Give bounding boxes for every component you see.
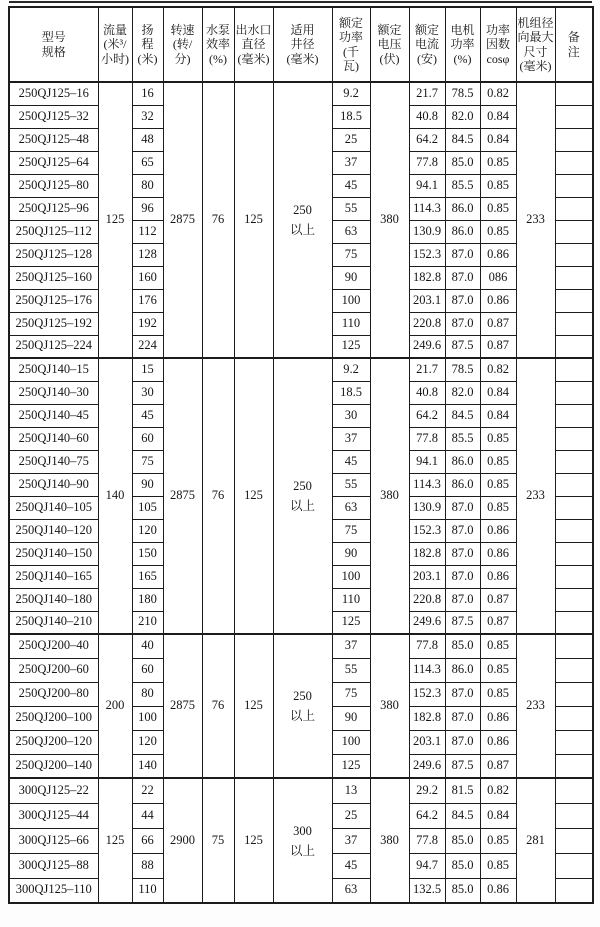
cell-remark: [555, 197, 593, 220]
cell-model: 250QJ140–60: [9, 427, 98, 450]
cell-model: 250QJ125–16: [9, 82, 98, 105]
cell-model: 250QJ200–40: [9, 634, 98, 658]
cell-rated-power: 100: [332, 730, 370, 754]
cell-rated-power: 125: [332, 611, 370, 634]
cell-rated-current: 64.2: [409, 128, 445, 151]
cell-model: 250QJ125–64: [9, 151, 98, 174]
cell-rated-current: 220.8: [409, 312, 445, 335]
cell-motor-efficiency: 87.0: [445, 565, 480, 588]
cell-remark: [555, 266, 593, 289]
cell-power-factor: 0.87: [480, 588, 516, 611]
cell-remark: [555, 878, 593, 903]
cell-power-factor: 0.86: [480, 878, 516, 903]
header-remark: 备 注: [555, 7, 593, 82]
cell-power-factor: 0.86: [480, 289, 516, 312]
cell-model: 250QJ125–192: [9, 312, 98, 335]
cell-model: 250QJ125–80: [9, 174, 98, 197]
cell-head: 60: [132, 427, 163, 450]
cell-remark: [555, 82, 593, 105]
cell-power-factor: 0.82: [480, 358, 516, 381]
cell-rated-current: 114.3: [409, 197, 445, 220]
cell-rated-power: 18.5: [332, 381, 370, 404]
section-3: [9, 778, 593, 903]
header-flow: 流量 (米³/ 小时): [98, 7, 132, 82]
header-rated-power: 额定 功率 (千 瓦): [332, 7, 370, 82]
cell-model: 250QJ200–60: [9, 658, 98, 682]
cell-remark: [555, 174, 593, 197]
cell-max-radial-dimension: 281: [516, 778, 555, 903]
cell-motor-efficiency: 87.0: [445, 682, 480, 706]
cell-remark: [555, 358, 593, 381]
cell-model: 300QJ125–66: [9, 828, 98, 853]
cell-power-factor: 0.85: [480, 197, 516, 220]
cell-power-factor: 0.85: [480, 682, 516, 706]
cell-head: 90: [132, 473, 163, 496]
cell-model: 300QJ125–22: [9, 778, 98, 803]
header-rated-voltage: 额定 电压 (伏): [370, 7, 409, 82]
cell-power-factor: 0.85: [480, 427, 516, 450]
table-row: [9, 778, 593, 803]
cell-rated-power: 75: [332, 519, 370, 542]
cell-head: 165: [132, 565, 163, 588]
cell-remark: [555, 243, 593, 266]
cell-head: 32: [132, 105, 163, 128]
cell-remark: [555, 289, 593, 312]
cell-remark: [555, 381, 593, 404]
cell-model: 250QJ140–30: [9, 381, 98, 404]
cell-head: 75: [132, 450, 163, 473]
cell-model: 250QJ200–80: [9, 682, 98, 706]
cell-flow: 125: [98, 82, 132, 358]
cell-rated-current: 152.3: [409, 682, 445, 706]
cell-model: 250QJ125–48: [9, 128, 98, 151]
cell-head: 160: [132, 266, 163, 289]
cell-model: 250QJ200–100: [9, 706, 98, 730]
cell-head: 192: [132, 312, 163, 335]
cell-motor-efficiency: 87.0: [445, 588, 480, 611]
header-motor-efficiency: 电机 功率 (%): [445, 7, 480, 82]
section-0: [9, 82, 593, 358]
cell-outlet-diameter: 125: [234, 634, 273, 778]
cell-rated-voltage: 380: [370, 358, 409, 634]
cell-model: 250QJ125–176: [9, 289, 98, 312]
cell-remark: [555, 706, 593, 730]
cell-rated-power: 90: [332, 542, 370, 565]
cell-rated-power: 110: [332, 312, 370, 335]
cell-well-diameter: 250 以上: [273, 82, 332, 358]
section-1: [9, 358, 593, 634]
cell-motor-efficiency: 81.5: [445, 778, 480, 803]
cell-rated-current: 40.8: [409, 381, 445, 404]
cell-pump-efficiency: 75: [202, 778, 234, 903]
cell-rated-power: 37: [332, 828, 370, 853]
cell-flow: 200: [98, 634, 132, 778]
cell-rated-current: 94.7: [409, 853, 445, 878]
cell-power-factor: 0.84: [480, 105, 516, 128]
cell-model: 250QJ140–45: [9, 404, 98, 427]
cell-head: 176: [132, 289, 163, 312]
cell-motor-efficiency: 87.0: [445, 519, 480, 542]
cell-head: 66: [132, 828, 163, 853]
cell-rated-current: 21.7: [409, 82, 445, 105]
cell-rated-power: 13: [332, 778, 370, 803]
cell-remark: [555, 682, 593, 706]
cell-power-factor: 0.84: [480, 128, 516, 151]
cell-rated-power: 125: [332, 754, 370, 778]
table-row: [9, 82, 593, 105]
cell-rated-voltage: 380: [370, 82, 409, 358]
cell-power-factor: 0.87: [480, 312, 516, 335]
cell-motor-efficiency: 85.0: [445, 878, 480, 903]
cell-head: 45: [132, 404, 163, 427]
cell-motor-efficiency: 84.5: [445, 128, 480, 151]
cell-power-factor: 0.85: [480, 853, 516, 878]
cell-rated-power: 55: [332, 658, 370, 682]
cell-model: 250QJ125–32: [9, 105, 98, 128]
cell-power-factor: 0.85: [480, 220, 516, 243]
cell-rated-power: 90: [332, 266, 370, 289]
cell-head: 210: [132, 611, 163, 634]
cell-rated-power: 45: [332, 174, 370, 197]
cell-motor-efficiency: 87.0: [445, 706, 480, 730]
cell-rated-current: 203.1: [409, 565, 445, 588]
cell-remark: [555, 151, 593, 174]
header-model: 型号 规格: [9, 7, 98, 82]
cell-head: 180: [132, 588, 163, 611]
cell-model: 250QJ140–180: [9, 588, 98, 611]
pump-spec-table: [8, 6, 594, 904]
cell-head: 80: [132, 174, 163, 197]
cell-rated-power: 55: [332, 473, 370, 496]
cell-rated-current: 249.6: [409, 754, 445, 778]
cell-rated-current: 130.9: [409, 220, 445, 243]
cell-rated-current: 249.6: [409, 335, 445, 358]
cell-rated-power: 18.5: [332, 105, 370, 128]
cell-head: 120: [132, 519, 163, 542]
cell-rated-voltage: 380: [370, 634, 409, 778]
cell-rated-current: 114.3: [409, 473, 445, 496]
cell-power-factor: 0.84: [480, 404, 516, 427]
cell-motor-efficiency: 86.0: [445, 658, 480, 682]
cell-power-factor: 0.87: [480, 335, 516, 358]
cell-rated-current: 220.8: [409, 588, 445, 611]
header-max-radial-dimension: 机组径 向最大 尺寸 (毫米): [516, 7, 555, 82]
cell-head: 140: [132, 754, 163, 778]
cell-head: 112: [132, 220, 163, 243]
cell-remark: [555, 754, 593, 778]
cell-rated-current: 182.8: [409, 266, 445, 289]
cell-motor-efficiency: 87.5: [445, 754, 480, 778]
cell-remark: [555, 542, 593, 565]
table-row: [9, 358, 593, 381]
cell-model: 250QJ125–96: [9, 197, 98, 220]
cell-remark: [555, 730, 593, 754]
cell-outlet-diameter: 125: [234, 82, 273, 358]
cell-motor-efficiency: 84.5: [445, 404, 480, 427]
top-rule: [9, 1, 592, 3]
cell-rated-current: 249.6: [409, 611, 445, 634]
cell-rated-power: 45: [332, 853, 370, 878]
cell-motor-efficiency: 82.0: [445, 105, 480, 128]
cell-remark: [555, 105, 593, 128]
cell-rated-power: 25: [332, 128, 370, 151]
cell-rated-current: 152.3: [409, 243, 445, 266]
cell-motor-efficiency: 86.0: [445, 197, 480, 220]
cell-head: 100: [132, 706, 163, 730]
cell-motor-efficiency: 85.0: [445, 853, 480, 878]
cell-head: 150: [132, 542, 163, 565]
cell-motor-efficiency: 85.0: [445, 634, 480, 658]
cell-head: 65: [132, 151, 163, 174]
cell-motor-efficiency: 86.0: [445, 450, 480, 473]
cell-head: 30: [132, 381, 163, 404]
cell-motor-efficiency: 87.0: [445, 730, 480, 754]
cell-motor-efficiency: 87.5: [445, 335, 480, 358]
cell-remark: [555, 220, 593, 243]
cell-rated-power: 37: [332, 427, 370, 450]
cell-rated-power: 63: [332, 496, 370, 519]
cell-rated-current: 64.2: [409, 404, 445, 427]
cell-remark: [555, 611, 593, 634]
cell-model: 250QJ200–120: [9, 730, 98, 754]
cell-rated-voltage: 380: [370, 778, 409, 903]
cell-head: 224: [132, 335, 163, 358]
cell-well-diameter: 250 以上: [273, 634, 332, 778]
cell-head: 44: [132, 803, 163, 828]
cell-power-factor: 0.85: [480, 634, 516, 658]
cell-rated-power: 63: [332, 878, 370, 903]
cell-power-factor: 0.86: [480, 730, 516, 754]
cell-motor-efficiency: 87.0: [445, 243, 480, 266]
header-row: [9, 7, 593, 82]
cell-motor-efficiency: 87.0: [445, 312, 480, 335]
cell-motor-efficiency: 84.5: [445, 803, 480, 828]
cell-power-factor: 0.84: [480, 803, 516, 828]
cell-head: 105: [132, 496, 163, 519]
cell-outlet-diameter: 125: [234, 778, 273, 903]
cell-max-radial-dimension: 233: [516, 358, 555, 634]
cell-power-factor: 0.85: [480, 174, 516, 197]
cell-model: 250QJ140–15: [9, 358, 98, 381]
cell-rated-power: 125: [332, 335, 370, 358]
cell-rated-power: 37: [332, 151, 370, 174]
cell-model: 250QJ140–90: [9, 473, 98, 496]
table-header: [9, 7, 593, 82]
cell-motor-efficiency: 85.0: [445, 151, 480, 174]
cell-power-factor: 086: [480, 266, 516, 289]
cell-remark: [555, 588, 593, 611]
cell-pump-efficiency: 76: [202, 634, 234, 778]
cell-motor-efficiency: 82.0: [445, 381, 480, 404]
cell-rated-current: 40.8: [409, 105, 445, 128]
cell-motor-efficiency: 87.0: [445, 496, 480, 519]
cell-motor-efficiency: 87.0: [445, 289, 480, 312]
cell-model: 250QJ125–112: [9, 220, 98, 243]
cell-model: 250QJ125–128: [9, 243, 98, 266]
cell-remark: [555, 565, 593, 588]
cell-rated-power: 100: [332, 289, 370, 312]
cell-power-factor: 0.86: [480, 542, 516, 565]
header-power-factor: 功率 因数 cosφ: [480, 7, 516, 82]
cell-power-factor: 0.85: [480, 151, 516, 174]
cell-rated-current: 114.3: [409, 658, 445, 682]
cell-power-factor: 0.86: [480, 519, 516, 542]
cell-rated-current: 21.7: [409, 358, 445, 381]
cell-motor-efficiency: 85.0: [445, 828, 480, 853]
cell-remark: [555, 853, 593, 878]
cell-rated-current: 132.5: [409, 878, 445, 903]
cell-motor-efficiency: 85.5: [445, 427, 480, 450]
cell-rated-power: 75: [332, 243, 370, 266]
cell-model: 250QJ140–105: [9, 496, 98, 519]
cell-power-factor: 0.85: [480, 828, 516, 853]
cell-head: 80: [132, 682, 163, 706]
cell-head: 22: [132, 778, 163, 803]
cell-rated-current: 29.2: [409, 778, 445, 803]
cell-rated-current: 77.8: [409, 634, 445, 658]
cell-remark: [555, 519, 593, 542]
cell-model: 250QJ140–210: [9, 611, 98, 634]
cell-motor-efficiency: 86.0: [445, 473, 480, 496]
cell-rated-current: 77.8: [409, 151, 445, 174]
cell-rated-power: 30: [332, 404, 370, 427]
cell-pump-efficiency: 76: [202, 82, 234, 358]
cell-well-diameter: 300 以上: [273, 778, 332, 903]
cell-rated-current: 64.2: [409, 803, 445, 828]
cell-power-factor: 0.82: [480, 82, 516, 105]
cell-model: 250QJ125–160: [9, 266, 98, 289]
cell-remark: [555, 778, 593, 803]
cell-power-factor: 0.85: [480, 473, 516, 496]
cell-max-radial-dimension: 233: [516, 82, 555, 358]
section-2: [9, 634, 593, 778]
cell-flow: 140: [98, 358, 132, 634]
cell-remark: [555, 335, 593, 358]
cell-rated-current: 94.1: [409, 174, 445, 197]
cell-remark: [555, 658, 593, 682]
cell-head: 16: [132, 82, 163, 105]
cell-rated-current: 182.8: [409, 706, 445, 730]
cell-rated-current: 182.8: [409, 542, 445, 565]
cell-power-factor: 0.84: [480, 381, 516, 404]
cell-motor-efficiency: 86.0: [445, 220, 480, 243]
cell-head: 96: [132, 197, 163, 220]
cell-head: 128: [132, 243, 163, 266]
cell-rated-power: 9.2: [332, 358, 370, 381]
cell-motor-efficiency: 87.0: [445, 542, 480, 565]
cell-motor-efficiency: 87.5: [445, 611, 480, 634]
cell-power-factor: 0.86: [480, 565, 516, 588]
cell-remark: [555, 312, 593, 335]
cell-remark: [555, 634, 593, 658]
cell-power-factor: 0.85: [480, 496, 516, 519]
header-speed: 转速 (转/ 分): [163, 7, 202, 82]
cell-model: 250QJ140–75: [9, 450, 98, 473]
cell-head: 120: [132, 730, 163, 754]
cell-rated-current: 130.9: [409, 496, 445, 519]
cell-model: 300QJ125–44: [9, 803, 98, 828]
cell-model: 250QJ140–150: [9, 542, 98, 565]
table-row: [9, 634, 593, 658]
cell-rated-power: 9.2: [332, 82, 370, 105]
cell-rated-power: 55: [332, 197, 370, 220]
cell-head: 60: [132, 658, 163, 682]
cell-motor-efficiency: 87.0: [445, 266, 480, 289]
cell-head: 48: [132, 128, 163, 151]
cell-remark: [555, 496, 593, 519]
cell-model: 300QJ125–88: [9, 853, 98, 878]
cell-model: 250QJ125–224: [9, 335, 98, 358]
cell-rated-power: 75: [332, 682, 370, 706]
cell-power-factor: 0.85: [480, 658, 516, 682]
cell-flow: 125: [98, 778, 132, 903]
header-outlet-diameter: 出水口 直径 (毫米): [234, 7, 273, 82]
cell-remark: [555, 427, 593, 450]
cell-rated-current: 94.1: [409, 450, 445, 473]
header-rated-current: 额定 电流 (安): [409, 7, 445, 82]
cell-head: 40: [132, 634, 163, 658]
cell-speed: 2900: [163, 778, 202, 903]
cell-power-factor: 0.86: [480, 706, 516, 730]
cell-rated-power: 90: [332, 706, 370, 730]
cell-rated-power: 45: [332, 450, 370, 473]
cell-head: 15: [132, 358, 163, 381]
cell-motor-efficiency: 85.5: [445, 174, 480, 197]
cell-model: 250QJ140–165: [9, 565, 98, 588]
cell-rated-power: 63: [332, 220, 370, 243]
header-well-diameter: 适用 井径 (毫米): [273, 7, 332, 82]
cell-rated-current: 152.3: [409, 519, 445, 542]
cell-power-factor: 0.85: [480, 450, 516, 473]
cell-pump-efficiency: 76: [202, 358, 234, 634]
cell-model: 250QJ140–120: [9, 519, 98, 542]
cell-model: 300QJ125–110: [9, 878, 98, 903]
cell-rated-current: 77.8: [409, 828, 445, 853]
cell-rated-power: 110: [332, 588, 370, 611]
cell-head: 110: [132, 878, 163, 903]
cell-remark: [555, 803, 593, 828]
cell-rated-current: 77.8: [409, 427, 445, 450]
cell-speed: 2875: [163, 358, 202, 634]
cell-remark: [555, 828, 593, 853]
cell-remark: [555, 473, 593, 496]
cell-power-factor: 0.87: [480, 611, 516, 634]
cell-remark: [555, 128, 593, 151]
cell-rated-power: 25: [332, 803, 370, 828]
cell-speed: 2875: [163, 634, 202, 778]
cell-power-factor: 0.87: [480, 754, 516, 778]
header-head: 扬 程 (米): [132, 7, 163, 82]
header-pump-efficiency: 水泵 效率 (%): [202, 7, 234, 82]
cell-remark: [555, 404, 593, 427]
cell-motor-efficiency: 78.5: [445, 358, 480, 381]
cell-max-radial-dimension: 233: [516, 634, 555, 778]
cell-outlet-diameter: 125: [234, 358, 273, 634]
cell-rated-current: 203.1: [409, 289, 445, 312]
cell-power-factor: 0.86: [480, 243, 516, 266]
cell-rated-power: 100: [332, 565, 370, 588]
cell-speed: 2875: [163, 82, 202, 358]
cell-well-diameter: 250 以上: [273, 358, 332, 634]
cell-model: 250QJ200–140: [9, 754, 98, 778]
cell-remark: [555, 450, 593, 473]
cell-motor-efficiency: 78.5: [445, 82, 480, 105]
cell-head: 88: [132, 853, 163, 878]
cell-power-factor: 0.82: [480, 778, 516, 803]
cell-rated-power: 37: [332, 634, 370, 658]
cell-rated-current: 203.1: [409, 730, 445, 754]
